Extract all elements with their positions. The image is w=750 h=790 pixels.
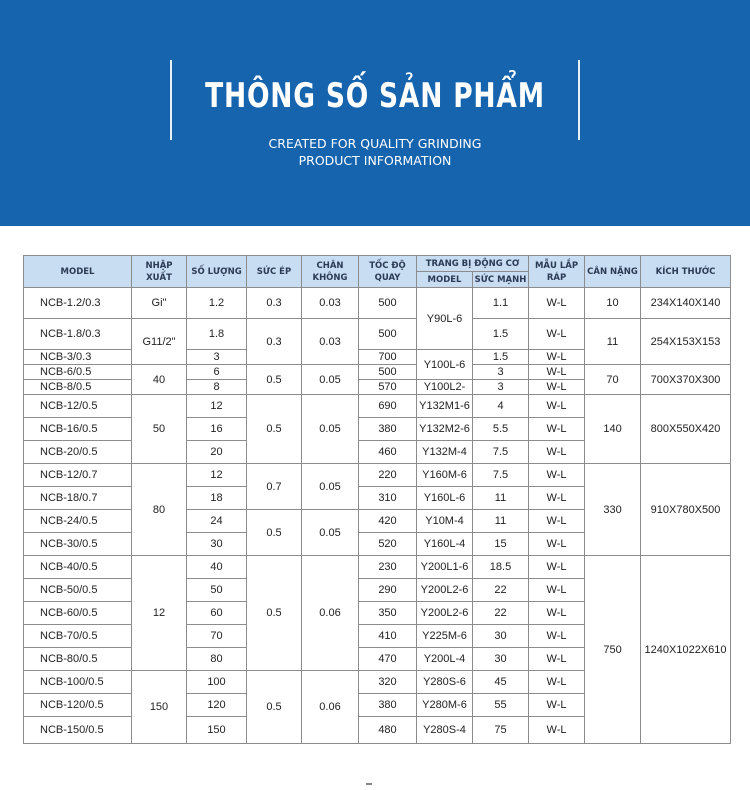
cell-speed: 460 (359, 441, 417, 464)
cell-mounting: W-L (529, 510, 585, 533)
cell-motor-power: 1.5 (473, 350, 529, 365)
cell-quantity: 120 (187, 694, 247, 717)
cell-quantity: 1.2 (187, 288, 247, 319)
cell-inlet-outlet: 50 (132, 395, 187, 464)
cell-speed: 220 (359, 464, 417, 487)
cell-pressure: 0.3 (247, 288, 302, 319)
cell-model: NCB-150/0.5 (24, 717, 132, 744)
cell-speed: 480 (359, 717, 417, 744)
cell-model: NCB-80/0.5 (24, 648, 132, 671)
cell-motor-power: 55 (473, 694, 529, 717)
cell-model: NCB-40/0.5 (24, 556, 132, 579)
cell-dimensions: 1240X1022X610 (641, 556, 731, 744)
cell-model: NCB-50/0.5 (24, 579, 132, 602)
cell-dimensions: 910X780X500 (641, 464, 731, 556)
cell-pressure: 0.5 (247, 510, 302, 556)
cell-mounting: W-L (529, 441, 585, 464)
cell-motor-model: Y10M-4 (417, 510, 473, 533)
cell-motor-model: Y280M-6 (417, 694, 473, 717)
cell-dimensions: 234X140X140 (641, 288, 731, 319)
cell-weight: 750 (585, 556, 641, 744)
cell-speed: 700 (359, 350, 417, 365)
cell-motor-power: 7.5 (473, 441, 529, 464)
cell-model: NCB-70/0.5 (24, 625, 132, 648)
header-mounting: MẪU LẮP RÁP (529, 256, 585, 288)
cell-quantity: 12 (187, 464, 247, 487)
cell-motor-model: Y200L-4 (417, 648, 473, 671)
cell-dimensions: 254X153X153 (641, 319, 731, 365)
cell-quantity: 16 (187, 418, 247, 441)
subtitle-line-1: CREATED FOR QUALITY GRINDING (268, 136, 482, 151)
header-inlet-outlet: NHẬP XUẤT (132, 256, 187, 288)
cell-motor-model: Y100L2- (417, 380, 473, 395)
cell-vacuum: 0.05 (302, 464, 359, 510)
cell-mounting: W-L (529, 288, 585, 319)
cell-mounting: W-L (529, 625, 585, 648)
cell-motor-model: Y132M2-6 (417, 418, 473, 441)
cell-motor-model: Y132M-4 (417, 441, 473, 464)
cell-model: NCB-18/0.7 (24, 487, 132, 510)
cell-motor-model: Y280S-6 (417, 671, 473, 694)
cell-motor-model: Y100L-6 (417, 350, 473, 380)
cell-inlet-outlet: 40 (132, 365, 187, 395)
header-weight: CÂN NẶNG (585, 256, 641, 288)
cell-dimensions: 800X550X420 (641, 395, 731, 464)
cell-mounting: W-L (529, 717, 585, 744)
cell-motor-power: 4 (473, 395, 529, 418)
cell-speed: 690 (359, 395, 417, 418)
cell-speed: 520 (359, 533, 417, 556)
cell-motor-model: Y200L2-6 (417, 602, 473, 625)
cell-weight: 10 (585, 288, 641, 319)
cell-model: NCB-3/0.3 (24, 350, 132, 365)
cell-motor-power: 11 (473, 487, 529, 510)
cell-inlet-outlet: G11/2" (132, 319, 187, 365)
page-title: THÔNG SỐ SẢN PHẨM (205, 76, 545, 116)
cell-motor-power: 3 (473, 365, 529, 380)
cell-speed: 420 (359, 510, 417, 533)
cell-quantity: 20 (187, 441, 247, 464)
cell-quantity: 80 (187, 648, 247, 671)
product-spec-table (23, 255, 731, 744)
cell-motor-model: Y225M-6 (417, 625, 473, 648)
header-motor-power: SỨC MẠNH (473, 272, 529, 288)
cell-quantity: 60 (187, 602, 247, 625)
cell-motor-model: Y90L-6 (417, 288, 473, 350)
cell-motor-model: Y280S-4 (417, 717, 473, 744)
header-model: MODEL (24, 256, 132, 288)
cell-motor-model: Y160L-4 (417, 533, 473, 556)
cell-pressure: 0.5 (247, 556, 302, 671)
cell-pressure: 0.7 (247, 464, 302, 510)
cell-vacuum: 0.05 (302, 395, 359, 464)
cell-mounting: W-L (529, 395, 585, 418)
cell-quantity: 40 (187, 556, 247, 579)
cell-motor-power: 22 (473, 602, 529, 625)
cell-speed: 320 (359, 671, 417, 694)
cell-motor-power: 22 (473, 579, 529, 602)
cell-vacuum: 0.05 (302, 365, 359, 395)
cell-mounting: W-L (529, 671, 585, 694)
header-dimensions: KÍCH THƯỚC (641, 256, 731, 288)
cell-motor-model: Y160M-6 (417, 464, 473, 487)
cell-motor-power: 3 (473, 380, 529, 395)
cell-vacuum: 0.06 (302, 671, 359, 744)
cell-mounting: W-L (529, 464, 585, 487)
cell-dimensions: 700X370X300 (641, 365, 731, 395)
cell-model: NCB-20/0.5 (24, 441, 132, 464)
cell-motor-power: 30 (473, 648, 529, 671)
cell-vacuum: 0.03 (302, 288, 359, 319)
cell-model: NCB-120/0.5 (24, 694, 132, 717)
cell-quantity: 100 (187, 671, 247, 694)
cell-mounting: W-L (529, 418, 585, 441)
header-quantity: SỐ LƯỢNG (187, 256, 247, 288)
cell-speed: 500 (359, 288, 417, 319)
cell-pressure: 0.5 (247, 671, 302, 744)
cell-mounting: W-L (529, 648, 585, 671)
cell-speed: 350 (359, 602, 417, 625)
cell-quantity: 30 (187, 533, 247, 556)
cell-speed: 570 (359, 380, 417, 395)
header-vacuum: CHÂN KHÔNG (302, 256, 359, 288)
cell-motor-power: 15 (473, 533, 529, 556)
cell-model: NCB-1.2/0.3 (24, 288, 132, 319)
cell-model: NCB-8/0.5 (24, 380, 132, 395)
cell-mounting: W-L (529, 694, 585, 717)
cell-model: NCB-100/0.5 (24, 671, 132, 694)
cell-quantity: 1.8 (187, 319, 247, 350)
cell-speed: 380 (359, 418, 417, 441)
cell-model: NCB-12/0.5 (24, 395, 132, 418)
cell-speed: 310 (359, 487, 417, 510)
cell-speed: 290 (359, 579, 417, 602)
cell-motor-power: 18.5 (473, 556, 529, 579)
cell-motor-model: Y200L1-6 (417, 556, 473, 579)
header-banner (0, 0, 750, 226)
cell-vacuum: 0.06 (302, 556, 359, 671)
cell-weight: 140 (585, 395, 641, 464)
cell-motor-power: 1.5 (473, 319, 529, 350)
cell-speed: 230 (359, 556, 417, 579)
cell-vacuum: 0.03 (302, 319, 359, 365)
cell-motor-power: 7.5 (473, 464, 529, 487)
cell-mounting: W-L (529, 319, 585, 350)
cell-model: NCB-1.8/0.3 (24, 319, 132, 350)
cell-quantity: 6 (187, 365, 247, 380)
cell-model: NCB-6/0.5 (24, 365, 132, 380)
cell-inlet-outlet: 80 (132, 464, 187, 556)
cell-quantity: 8 (187, 380, 247, 395)
cell-model: NCB-16/0.5 (24, 418, 132, 441)
cell-mounting: W-L (529, 579, 585, 602)
cell-pressure: 0.5 (247, 365, 302, 395)
cell-weight: 70 (585, 365, 641, 395)
cell-motor-model: Y200L2-6 (417, 579, 473, 602)
cell-weight: 11 (585, 319, 641, 365)
cell-mounting: W-L (529, 602, 585, 625)
cell-inlet-outlet: 150 (132, 671, 187, 744)
cell-motor-power: 75 (473, 717, 529, 744)
cell-pressure: 0.5 (247, 395, 302, 464)
cell-quantity: 18 (187, 487, 247, 510)
bottom-decorative-mark (366, 783, 372, 785)
header-speed: TỐC ĐỘ QUAY (359, 256, 417, 288)
cell-model: NCB-60/0.5 (24, 602, 132, 625)
cell-mounting: W-L (529, 350, 585, 365)
cell-motor-power: 45 (473, 671, 529, 694)
cell-motor-model: Y160L-6 (417, 487, 473, 510)
header-pressure: SỨC ÉP (247, 256, 302, 288)
header-motor-group: TRANG BỊ ĐỘNG CƠ (417, 256, 529, 272)
cell-weight: 330 (585, 464, 641, 556)
cell-motor-power: 30 (473, 625, 529, 648)
cell-model: NCB-30/0.5 (24, 533, 132, 556)
cell-mounting: W-L (529, 487, 585, 510)
cell-quantity: 12 (187, 395, 247, 418)
cell-speed: 500 (359, 319, 417, 350)
cell-model: NCB-24/0.5 (24, 510, 132, 533)
cell-speed: 500 (359, 365, 417, 380)
subtitle-line-2: PRODUCT INFORMATION (298, 153, 452, 168)
header-motor-model: MODEL (417, 272, 473, 288)
cell-inlet-outlet: 12 (132, 556, 187, 671)
cell-quantity: 24 (187, 510, 247, 533)
cell-pressure: 0.3 (247, 319, 302, 365)
cell-motor-power: 5.5 (473, 418, 529, 441)
cell-motor-power: 1.1 (473, 288, 529, 319)
cell-motor-model: Y132M1-6 (417, 395, 473, 418)
cell-quantity: 150 (187, 717, 247, 744)
cell-mounting: W-L (529, 365, 585, 380)
cell-speed: 410 (359, 625, 417, 648)
cell-speed: 380 (359, 694, 417, 717)
cell-quantity: 3 (187, 350, 247, 365)
cell-speed: 470 (359, 648, 417, 671)
cell-mounting: W-L (529, 556, 585, 579)
cell-quantity: 70 (187, 625, 247, 648)
cell-mounting: W-L (529, 533, 585, 556)
cell-vacuum: 0.05 (302, 510, 359, 556)
cell-mounting: W-L (529, 380, 585, 395)
cell-motor-power: 11 (473, 510, 529, 533)
cell-model: NCB-12/0.7 (24, 464, 132, 487)
cell-quantity: 50 (187, 579, 247, 602)
cell-inlet-outlet: Gi" (132, 288, 187, 319)
